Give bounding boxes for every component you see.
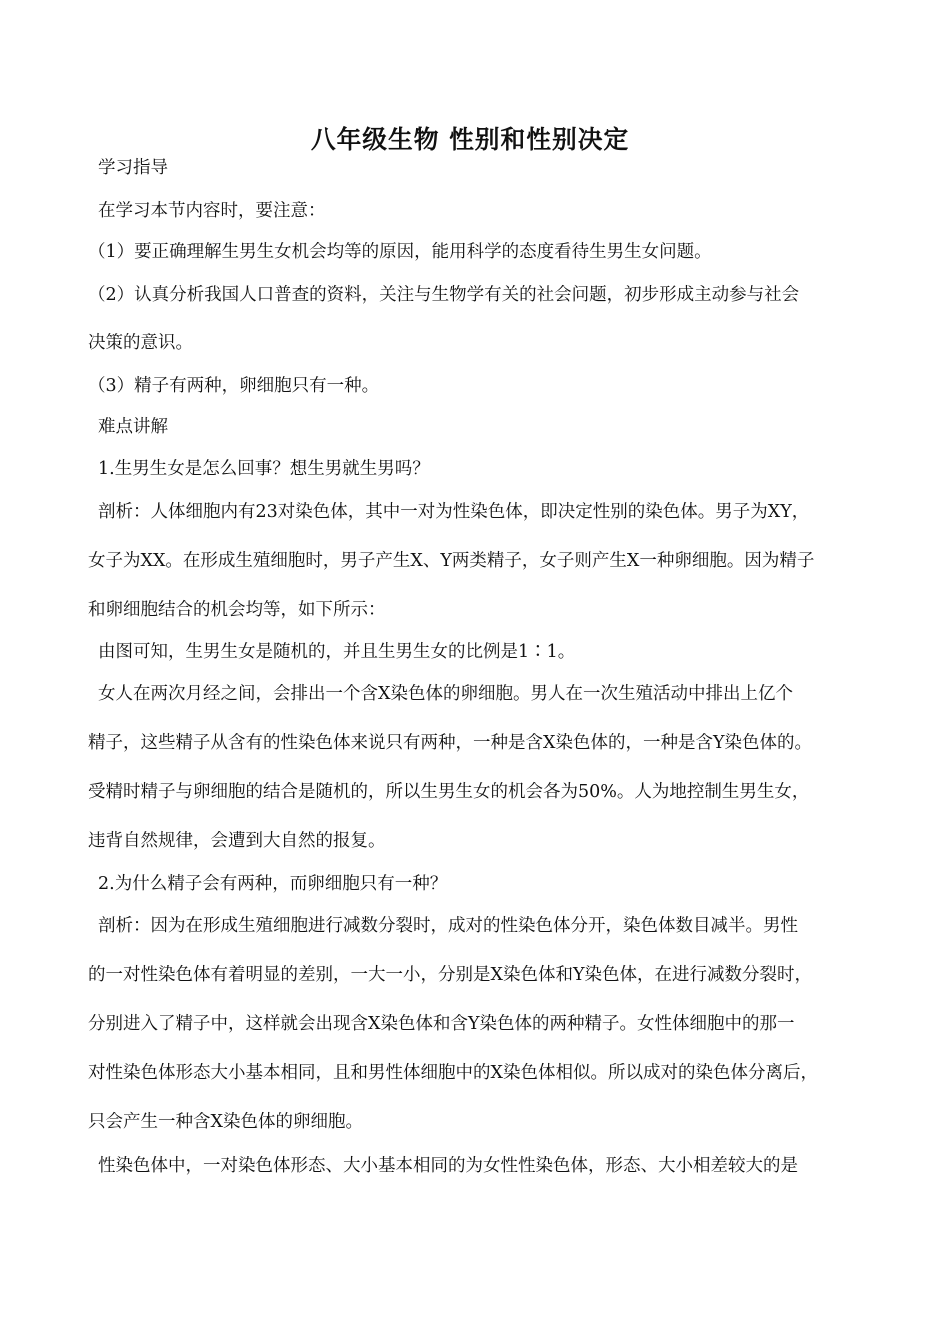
paragraph-line: 剖析：因为在形成生殖细胞进行减数分裂时，成对的性染色体分开，染色体数目减半。男性 [98, 916, 798, 936]
paragraph-line: 分别进入了精子中，这样就会出现含X染色体和含Y染色体的两种精子。女性体细胞中的那一 [88, 1014, 795, 1034]
paragraph-line: 决策的意识。 [88, 333, 193, 353]
paragraph-line: （1）要正确理解生男生女机会均等的原因，能用科学的态度看待生男生女问题。 [88, 242, 712, 262]
paragraph-line: 受精时精子与卵细胞的结合是随机的，所以生男生女的机会各为50%。人为地控制生男生女， [88, 782, 810, 802]
paragraph-line: 对性染色体形态大小基本相同，且和男性体细胞中的X染色体相似。所以成对的染色体分离后， [88, 1063, 818, 1083]
question-heading: 2.为什么精子会有两种，而卵细胞只有一种？ [98, 874, 448, 894]
section-heading-study-guide: 学习指导 [98, 158, 168, 178]
paragraph-line: 的一对性染色体有着明显的差别，一大一小，分别是X染色体和Y染色体，在进行减数分裂时， [88, 965, 813, 985]
paragraph-line: 违背自然规律，会遭到大自然的报复。 [88, 831, 386, 851]
paragraph-line: 女人在两次月经之间，会排出一个含X染色体的卵细胞。男人在一次生殖活动中排出上亿个 [98, 684, 793, 704]
page-title: 八年级生物 性别和性别决定 [310, 125, 630, 154]
paragraph-line: 和卵细胞结合的机会均等，如下所示： [88, 600, 386, 620]
paragraph-line: 在学习本节内容时，要注意： [98, 201, 326, 221]
paragraph-line: 剖析：人体细胞内有23对染色体，其中一对为性染色体，即决定性别的染色体。男子为XY， [98, 502, 810, 522]
paragraph-line: 性染色体中，一对染色体形态、大小基本相同的为女性性染色体，形态、大小相差较大的是 [98, 1156, 798, 1176]
section-heading-difficult-points: 难点讲解 [98, 417, 168, 437]
paragraph-line: 由图可知，生男生女是随机的，并且生男生女的比例是1∶1。 [98, 642, 576, 662]
paragraph-line: 只会产生一种含X染色体的卵细胞。 [88, 1112, 363, 1132]
question-heading: 1.生男生女是怎么回事？想生男就生男吗？ [98, 459, 430, 479]
paragraph-line: （3）精子有两种，卵细胞只有一种。 [88, 376, 380, 396]
paragraph-line: 精子，这些精子从含有的性染色体来说只有两种，一种是含X染色体的，一种是含Y染色体的。 [88, 733, 813, 753]
paragraph-line: 女子为XX。在形成生殖细胞时，男子产生X、Y两类精子，女子则产生X一种卵细胞。因为精子 [88, 551, 815, 571]
paragraph-line: （2）认真分析我国人口普查的资料，关注与生物学有关的社会问题，初步形成主动参与社会 [88, 285, 800, 305]
